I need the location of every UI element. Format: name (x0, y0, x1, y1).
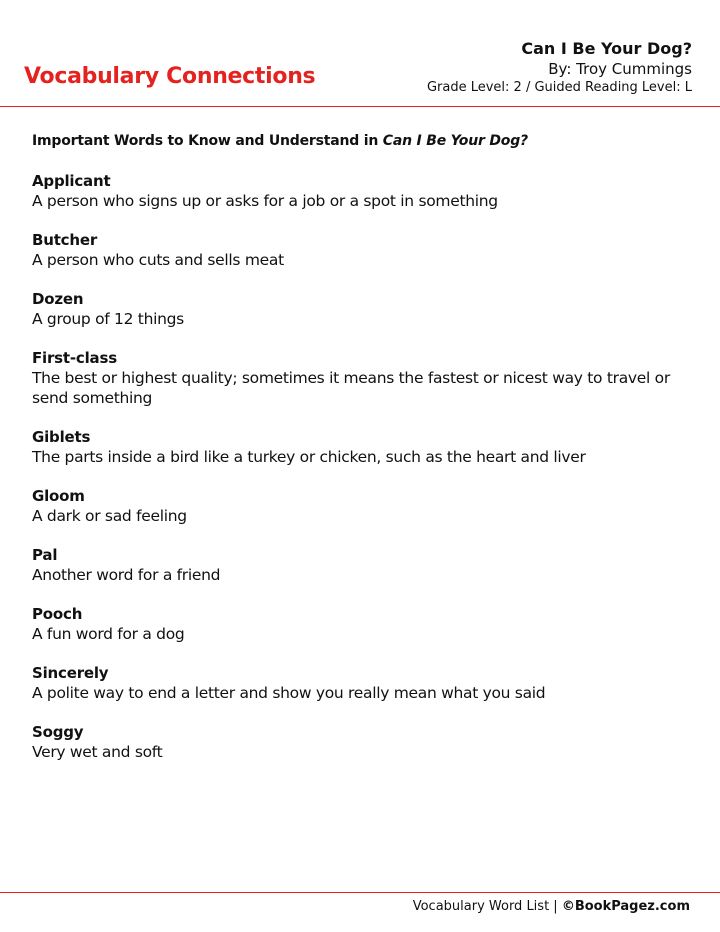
vocab-word: Sincerely (32, 664, 109, 682)
vocab-definition: Another word for a friend (32, 566, 221, 584)
footer-copyright: ©BookPagez.com (561, 899, 690, 914)
book-level: Grade Level: 2 / Guided Reading Level: L (426, 80, 692, 95)
vocab-entry (32, 289, 692, 329)
vocab-word: Dozen (32, 290, 84, 308)
vocab-definition: A person who signs up or asks for a job or a spot in something (32, 192, 498, 210)
vocab-entry (32, 171, 692, 211)
vocab-definition: A polite way to end a letter and show you really mean what you said (32, 684, 546, 702)
vocab-entry (32, 348, 692, 408)
page-header (0, 0, 720, 108)
vocab-word: Giblets (32, 428, 91, 446)
vocab-entry (32, 722, 692, 762)
book-title: Can I Be Your Dog? (521, 39, 692, 58)
footer-label: Vocabulary Word List | (412, 899, 562, 914)
vocab-definition: The parts inside a bird like a turkey or chicken, such as the heart and liver (32, 448, 586, 466)
vocab-entry (32, 427, 692, 467)
vocab-word: First-class (32, 349, 117, 367)
vocab-word: Gloom (32, 487, 85, 505)
book-author: By: Troy Cummings (548, 60, 692, 78)
vocab-entry (32, 663, 692, 703)
vocab-definition: A dark or sad feeling (32, 507, 187, 525)
vocab-definition: Very wet and soft (32, 743, 163, 761)
page-footer (413, 898, 690, 916)
vocab-entry (32, 545, 692, 585)
vocab-entry (32, 486, 692, 526)
intro-book-title: Can I Be Your Dog? (382, 133, 528, 149)
intro-heading (32, 131, 692, 151)
vocab-word: Pal (32, 546, 58, 564)
section-title: Vocabulary Connections (24, 64, 316, 89)
vocab-definition: A person who cuts and sells meat (32, 251, 284, 269)
vocab-word: Pooch (32, 605, 83, 623)
vocab-entry (32, 604, 692, 644)
footer-divider (0, 892, 720, 893)
vocab-definition: A group of 12 things (32, 310, 184, 328)
vocab-definition: A fun word for a dog (32, 625, 185, 643)
header-divider (0, 106, 720, 107)
vocab-entry (32, 230, 692, 270)
vocab-word: Applicant (32, 172, 111, 190)
book-info (427, 38, 692, 98)
vocab-word: Butcher (32, 231, 98, 249)
vocab-definition: The best or highest quality; sometimes it means the fastest or nicest way to travel or send something (32, 369, 670, 407)
vocabulary-list (32, 131, 692, 781)
vocab-word: Soggy (32, 723, 84, 741)
intro-prefix: Important Words to Know and Understand in (32, 133, 383, 149)
